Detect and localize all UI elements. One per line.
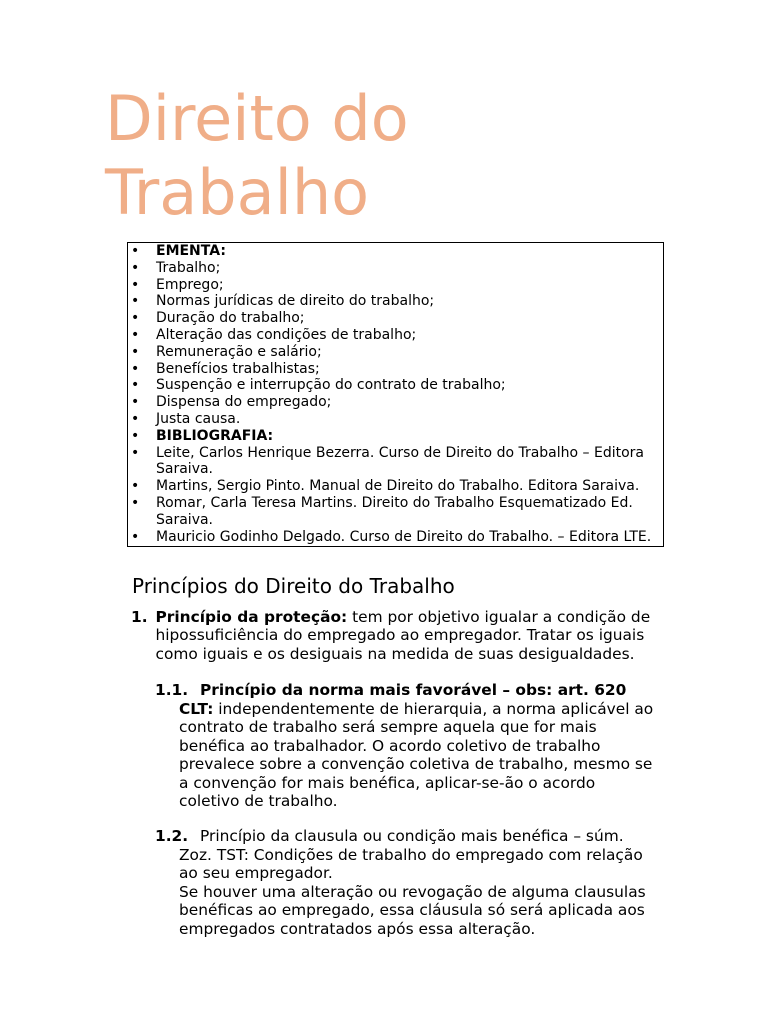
bibliografia-item: Mauricio Godinho Delgado. Curso de Direito do Trabalho. – Editora LTE. — [156, 528, 652, 545]
list-item — [128, 478, 663, 495]
list-item — [128, 344, 663, 361]
list-bullet: • — [131, 276, 140, 293]
text-line: a convenção for mais benéfica, aplicar-se-ão o acordo — [179, 773, 596, 792]
ementa-item: Normas jurídicas de direito do trabalho; — [156, 293, 435, 310]
section-heading: Princípios do Direito do Trabalho — [132, 574, 455, 598]
list-item — [128, 377, 663, 394]
text-line — [179, 700, 653, 719]
principle-title: Princípio da norma mais favorável – obs: art. 620 — [200, 681, 627, 699]
list-bullet: • — [131, 293, 140, 310]
ementa-item: Trabalho; — [156, 259, 221, 276]
text-line: Zoz. TST: Condições de trabalho do empregado com relação — [179, 845, 643, 864]
list-bullet: • — [131, 427, 140, 444]
list-bullet: • — [131, 444, 140, 461]
list-item — [128, 277, 663, 294]
list-bullet: • — [131, 259, 140, 276]
list-item — [128, 361, 663, 378]
text-line: benéficas ao empregado, essa cláusula só será aplicada aos — [179, 901, 645, 919]
bibliografia-item: Romar, Carla Teresa Martins. Direito do Trabalho Esquematizado Ed. Saraiva. — [156, 494, 633, 528]
list-bullet: • — [131, 360, 140, 377]
principle-1-paragraph — [156, 608, 651, 664]
ementa-item: Suspenção e interrupção do contrato de trabalho; — [156, 377, 506, 394]
bibliografia-heading: BIBLIOGRAFIA: — [156, 427, 274, 444]
list-number: 1. — [131, 607, 148, 626]
text-line: benéfica ao trabalhador. O acordo coletivo de trabalho — [179, 736, 601, 755]
document-title — [105, 82, 409, 230]
ementa-item: Benefícios trabalhistas; — [156, 360, 320, 377]
list-item — [128, 445, 663, 479]
list-bullet: • — [131, 243, 140, 259]
text-line: contrato de trabalho será sempre aquela que for mais — [179, 718, 597, 736]
list-number: 1.1. — [155, 681, 189, 699]
text-line: ao seu empregador. — [179, 864, 333, 882]
text-fragment: independentemente de hierarquia, a norma aplicável ao — [218, 699, 654, 718]
list-bullet: • — [131, 394, 140, 411]
list-bullet: • — [131, 528, 140, 545]
list-bullet: • — [131, 410, 140, 427]
text-line: prevalece sobre a convenção coletiva de trabalho, mesmo se — [179, 755, 653, 773]
text-line: coletivo de trabalho. — [179, 792, 338, 810]
ementa-item: Duração do trabalho; — [156, 310, 305, 327]
list-bullet: • — [131, 377, 140, 394]
list-bullet: • — [131, 494, 140, 511]
principle-title: CLT: — [179, 699, 214, 718]
list-item — [128, 394, 663, 411]
list-item — [128, 243, 663, 260]
syllabus-list — [128, 243, 663, 545]
list-item — [128, 293, 663, 310]
list-item — [128, 428, 663, 445]
ementa-item: Remuneração e salário; — [156, 343, 322, 360]
text-line: empregados contratados após essa alteração. — [179, 919, 536, 938]
list-bullet: • — [131, 326, 140, 343]
principle-title: Princípio da clausula ou condição mais benéfica – súm. — [200, 827, 624, 845]
list-item — [128, 529, 663, 546]
ementa-item: Alteração das condições de trabalho; — [156, 326, 417, 343]
text-line — [156, 608, 651, 627]
text-line: Se houver uma alteração ou revogação de alguma clausulas — [179, 882, 646, 901]
list-item — [128, 260, 663, 277]
list-item — [128, 411, 663, 428]
list-item — [128, 327, 663, 344]
syllabus-box — [127, 242, 664, 547]
text-line: como iguais e os desiguais na medida de suas desigualdades. — [155, 644, 635, 663]
title-line-1: Direito do — [105, 82, 409, 155]
list-bullet: • — [131, 310, 140, 327]
principle-1-2-paragraph — [179, 846, 646, 939]
ementa-item: Dispensa do empregado; — [156, 394, 332, 411]
list-number: 1.2. — [155, 827, 189, 845]
ementa-heading: EMENTA: — [156, 243, 226, 259]
list-bullet: • — [131, 478, 140, 495]
ementa-item: Emprego; — [156, 276, 224, 293]
text-line: hipossuficiência do empregado ao empregador. Tratar os iguais — [155, 626, 645, 644]
list-item — [128, 495, 663, 529]
text-fragment: tem por objetivo igualar a condição de — [352, 607, 651, 626]
bibliografia-item: Leite, Carlos Henrique Bezerra. Curso de Direito do Trabalho – Editora Saraiva. — [156, 444, 645, 478]
list-bullet: • — [131, 343, 140, 360]
principle-1-1-paragraph — [179, 700, 653, 811]
list-item — [128, 310, 663, 327]
principle-title: Princípio da proteção: — [155, 607, 348, 626]
ementa-item: Justa causa. — [156, 410, 241, 427]
bibliografia-item: Martins, Sergio Pinto. Manual de Direito do Trabalho. Editora Saraiva. — [156, 478, 640, 495]
title-line-2: Trabalho — [105, 156, 370, 229]
